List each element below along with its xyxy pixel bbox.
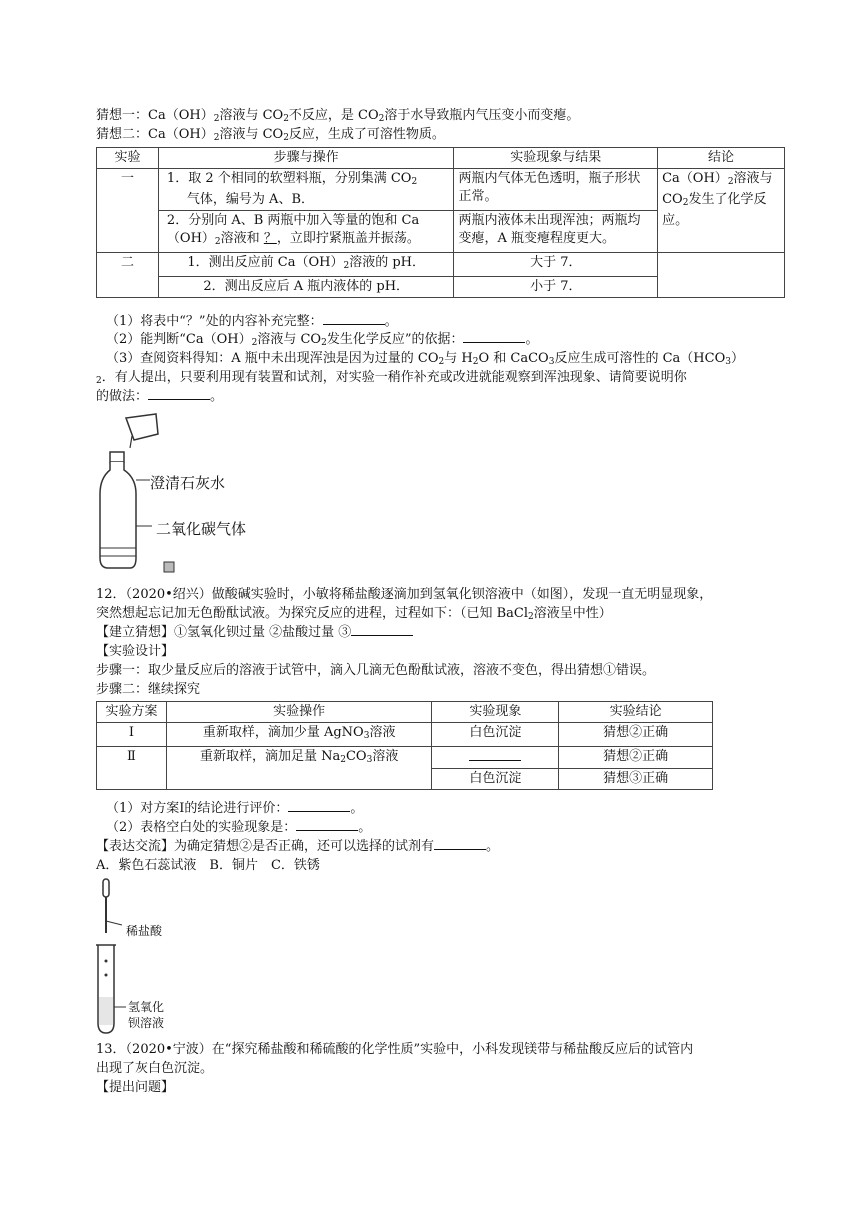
answer-blank[interactable]: [351, 635, 413, 636]
answer-blank[interactable]: [463, 342, 525, 343]
header-conclusion: 实验结论: [559, 702, 713, 723]
conclusion-2b: 猜想③正确: [559, 769, 713, 790]
q13-line1: 13．（2020•宁波）在“探究稀盐酸和稀硫酸的化学性质”实验中，小科发现镁带与稀盐酸反应后的试管内: [96, 1042, 694, 1057]
q13-line2: 出现了灰白色沉淀。: [96, 1061, 214, 1076]
guess-one: 猜想一：$Ca(OH)_2$溶液与 $CO_2$不反应，是 $CO_2$溶于水导致瓶内气压变小而变瘪。: [96, 108, 580, 124]
answer-blank[interactable]: [323, 324, 385, 325]
phenomenon-2b: 白色沉淀: [432, 769, 559, 790]
phenomenon-1: 白色沉淀: [432, 723, 559, 747]
conclusion-empty: [658, 253, 785, 298]
step-4: 2．测出反应后 A 瓶内液体的 pH．: [158, 277, 454, 298]
header-plan: 实验方案: [97, 702, 167, 723]
phenomenon-2a: [432, 747, 559, 769]
header-operation: 实验操作: [166, 702, 432, 723]
q12-design: 【实验设计】: [96, 644, 175, 659]
operation-1: 重新取样，滴加少量 AgNO$_3$溶液: [166, 723, 432, 747]
figure-label-hcl: 稀盐酸: [126, 924, 163, 938]
q12-step2: 步骤二：继续探究: [96, 682, 201, 697]
q12-part2: （2）表格空白处的实验现象是： 。: [106, 820, 372, 835]
q11-part3-line2: $_2$．有人提出，只要利用现有装置和试剂，对实验一稍作补充或改进就能观察到浑浊现象、请简要说明你: [96, 370, 687, 386]
conclusion-1: 猜想②正确: [559, 723, 713, 747]
result-2: 两瓶内液体未出现浑浊；两瓶均变瘪，A 瓶变瘪程度更大。: [454, 211, 658, 253]
guess-two: 猜想二：$Ca(OH)_2$溶液与 $CO_2$反应，生成了可溶性物质。: [96, 127, 445, 143]
header-phenomenon: 实验现象与结果: [454, 148, 658, 169]
header-conclusion: 结论: [658, 148, 785, 169]
answer-blank[interactable]: [288, 811, 350, 812]
result-1: 两瓶内气体无色透明，瓶子形状正常。: [454, 169, 658, 211]
q11-part3-line3: 的做法： 。: [96, 389, 224, 404]
figure-label-baoh2-b: 钡溶液: [128, 1016, 165, 1030]
plan-1: Ⅰ: [97, 723, 167, 747]
experiment-table: [96, 147, 785, 298]
operation-2: 重新取样，滴加足量 $Na_2CO_3$溶液: [166, 747, 432, 790]
plan-table: [96, 701, 713, 790]
figure-label-co2: 二氧化碳气体: [156, 520, 247, 538]
q11-part1: （1）将表中“？”处的内容补充完整： 。: [106, 314, 398, 329]
step-2: 2．分别向 A、B 两瓶中加入等量的饱和 $Ca(OH)_2$溶液和 ？，立即拧紧瓶盖并振荡。: [158, 211, 454, 253]
q12-hypothesis: 【建立猜想】①氢氧化钡过量 ②盐酸过量 ③: [96, 624, 413, 642]
q12-line2: 突然想起忘记加无色酚酞试液。为探究反应的进程，过程如下：（已知 BaCl$_2$溶液呈中性）: [96, 606, 612, 622]
conclusion: $Ca(OH)_2$溶液与 $CO_2$发生了化学反应。: [658, 169, 785, 253]
q11-part3: （3）查阅资料得知：A 瓶中未出现浑浊是因为过量的 $CO_2$与 $H_2O$ 和 CaCO$_3$反应生成可溶性的 $Ca(HCO_3)$: [106, 351, 744, 367]
header-steps: 步骤与操作: [158, 148, 454, 169]
figure-label-baoh2-a: 氢氧化: [128, 1000, 165, 1014]
step-3: 1．测出反应前 $Ca(OH)_2$溶液的 pH．: [158, 253, 454, 277]
q13-question: 【提出问题】: [96, 1080, 175, 1095]
figure-label-limewater: 澄清石灰水: [150, 474, 226, 492]
answer-blank[interactable]: [296, 830, 358, 831]
row-label-two: 二: [97, 253, 159, 298]
q12-step1: 步骤一：取少量反应后的溶液于试管中，滴入几滴无色酚酞试液，溶液不变色，得出猜想①错误。: [96, 663, 656, 678]
result-3: 大于 7．: [454, 253, 658, 277]
header-phenomenon: 实验现象: [432, 702, 559, 723]
result-4: 小于 7．: [454, 277, 658, 298]
answer-blank[interactable]: [434, 849, 486, 850]
q12-options: A．紫色石蕊试液 B．铜片 C．铁锈: [96, 858, 320, 873]
row-label-one: 一: [97, 169, 159, 253]
conclusion-2a: 猜想②正确: [559, 747, 713, 769]
header-experiment: 实验: [97, 148, 159, 169]
step-1: 1．取 2 个相同的软塑料瓶，分别集满 $CO_2$ 气体，编号为 A、B．: [158, 169, 454, 211]
bottle-figure: [96, 408, 176, 586]
q12-exchange: 【表达交流】为确定猜想②是否正确，还可以选择的试剂有 。: [96, 839, 500, 854]
plan-2: Ⅱ: [97, 747, 167, 790]
q12-line1: 12．（2020•绍兴）做酸碱实验时，小敏将稀盐酸逐滴加到氢氧化钡溶液中（如图），发现一直无明显现象，: [96, 587, 713, 602]
q12-part1: （1）对方案Ⅰ的结论进行评价： 。: [106, 801, 364, 816]
q11-part2: （2）能判断“$Ca(OH)_2$溶液与 $CO_2$发生化学反应”的依据： 。: [106, 332, 539, 348]
answer-blank[interactable]: [469, 748, 521, 761]
answer-blank[interactable]: [148, 399, 210, 400]
